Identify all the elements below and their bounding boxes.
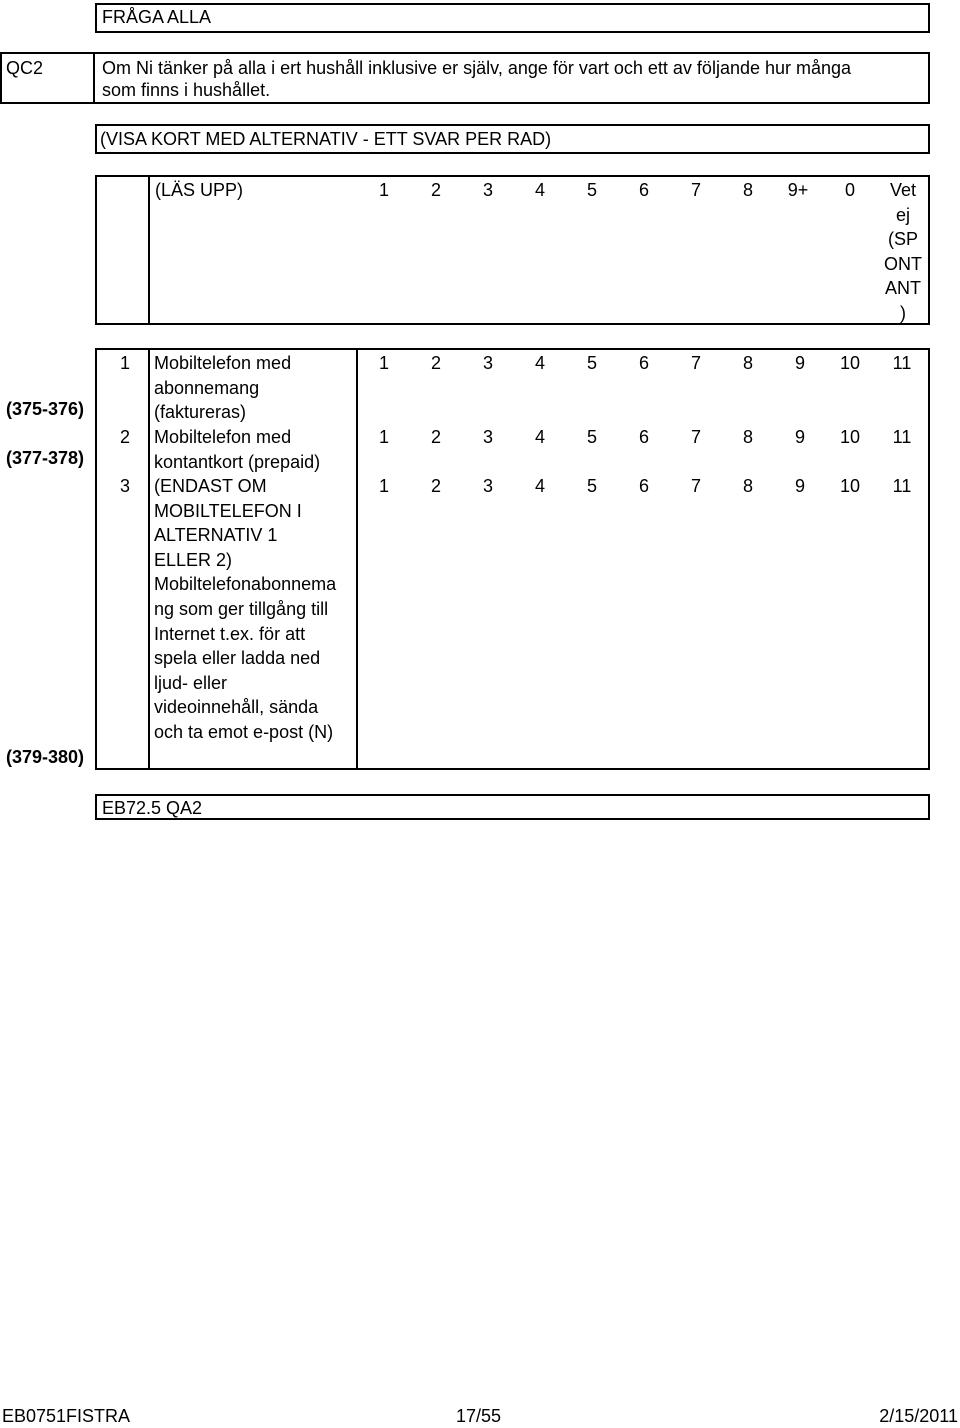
instruction-text: (VISA KORT MED ALTERNATIV - ETT SVAR PER RAD)	[100, 129, 552, 149]
item-code[interactable]: 7	[690, 353, 701, 373]
scale-option: 4	[534, 180, 545, 200]
item-number: 1	[119, 353, 130, 373]
scale-option: 7	[690, 180, 701, 200]
item-number: 2	[119, 427, 130, 447]
item-label-line: (faktureras)	[154, 402, 247, 423]
item-code[interactable]: 8	[742, 353, 753, 373]
scale-option: 9+	[787, 180, 809, 200]
item-code[interactable]: 10	[839, 476, 861, 496]
item-code[interactable]: 1	[378, 427, 389, 447]
item-code[interactable]: 3	[482, 476, 493, 496]
item-label-line: ALTERNATIV 1	[154, 525, 278, 546]
dont-know-line: (SP	[887, 229, 918, 250]
item-label-line: MOBILTELEFON I	[154, 500, 302, 521]
read-aloud-label: (LÄS UPP)	[155, 180, 244, 200]
question-code: QC2	[6, 58, 44, 78]
item-code[interactable]: 6	[638, 476, 649, 496]
question-text-line1: Om Ni tänker på alla i ert hushåll inklusive er själv, ange för vart och ett av följande hur många	[102, 58, 852, 78]
item-code[interactable]: 2	[430, 427, 441, 447]
scale-option: 0	[844, 180, 855, 200]
item-code[interactable]: 3	[482, 353, 493, 373]
item-code[interactable]: 11	[892, 476, 912, 496]
item-code[interactable]: 6	[638, 427, 649, 447]
item-code[interactable]: 9	[794, 353, 805, 373]
item-position-code: (379-380)	[6, 747, 85, 767]
item-label-line: Internet t.ex. för att	[154, 623, 306, 644]
item-code[interactable]: 5	[586, 353, 597, 373]
item-code[interactable]: 9	[794, 427, 805, 447]
dont-know-line: )	[900, 303, 906, 323]
item-label-line: Mobiltelefon med	[154, 353, 292, 373]
header-title: FRÅGA ALLA	[102, 7, 212, 27]
dont-know-line: ej	[895, 204, 910, 225]
item-number: 3	[119, 476, 130, 496]
item-code[interactable]: 5	[586, 476, 597, 496]
header-box	[95, 3, 930, 33]
scale-option: 3	[482, 180, 493, 200]
item-label-line: ELLER 2)	[154, 549, 233, 570]
item-label-line: ljud- eller	[154, 672, 228, 693]
item-code[interactable]: 11	[892, 353, 912, 373]
item-code[interactable]: 8	[742, 476, 753, 496]
item-code[interactable]: 5	[586, 427, 597, 447]
item-position-code: (377-378)	[6, 448, 85, 468]
dont-know-line: Vet	[889, 180, 917, 200]
item-code[interactable]: 10	[839, 427, 861, 447]
item-label-line: Mobiltelefon med	[154, 427, 292, 447]
item-label-line: (ENDAST OM	[154, 476, 267, 496]
item-code[interactable]: 2	[430, 476, 441, 496]
item-code[interactable]: 2	[430, 353, 441, 373]
item-code[interactable]: 8	[742, 427, 753, 447]
item-code[interactable]: 11	[892, 427, 912, 447]
footer-page: 17/55	[456, 1406, 502, 1426]
scale-header-divider	[148, 175, 150, 325]
item-code[interactable]: 4	[534, 427, 545, 447]
scale-option: 8	[742, 180, 753, 200]
items-number-divider	[148, 348, 150, 770]
dont-know-line: ONT	[884, 253, 922, 274]
item-code[interactable]: 7	[690, 427, 701, 447]
footer-date: 2/15/2011	[879, 1406, 958, 1426]
dont-know-line: ANT	[885, 278, 921, 299]
items-label-divider	[356, 348, 358, 770]
item-label-line: spela eller ladda ned	[154, 648, 321, 669]
scale-option: 5	[586, 180, 597, 200]
source-ref-box	[95, 794, 930, 820]
scale-option: 2	[430, 180, 441, 200]
item-label-line: ng som ger tillgång till	[154, 599, 329, 619]
scale-option: 6	[638, 180, 649, 200]
item-code[interactable]: 9	[794, 476, 805, 496]
item-label-line: abonnemang	[154, 377, 260, 398]
item-code[interactable]: 6	[638, 353, 649, 373]
scale-option: 1	[378, 180, 389, 200]
item-code[interactable]: 4	[534, 476, 545, 496]
item-code[interactable]: 4	[534, 353, 545, 373]
item-label-line: Mobiltelefonabonnema	[154, 574, 337, 595]
item-code[interactable]: 7	[690, 476, 701, 496]
question-divider	[93, 52, 95, 104]
item-code[interactable]: 10	[839, 353, 861, 373]
item-label-line: och ta emot e-post (N)	[154, 722, 334, 742]
question-text-line2: som finns i hushållet.	[102, 80, 271, 100]
item-code[interactable]: 1	[378, 476, 389, 496]
source-ref: EB72.5 QA2	[102, 798, 203, 818]
item-code[interactable]: 3	[482, 427, 493, 447]
item-code[interactable]: 1	[378, 353, 389, 373]
item-position-code: (375-376)	[6, 399, 85, 419]
item-label-line: videoinnehåll, sända	[154, 697, 319, 718]
item-label-line: kontantkort (prepaid)	[154, 451, 321, 472]
footer-doc-id: EB0751FISTRA	[2, 1406, 131, 1426]
